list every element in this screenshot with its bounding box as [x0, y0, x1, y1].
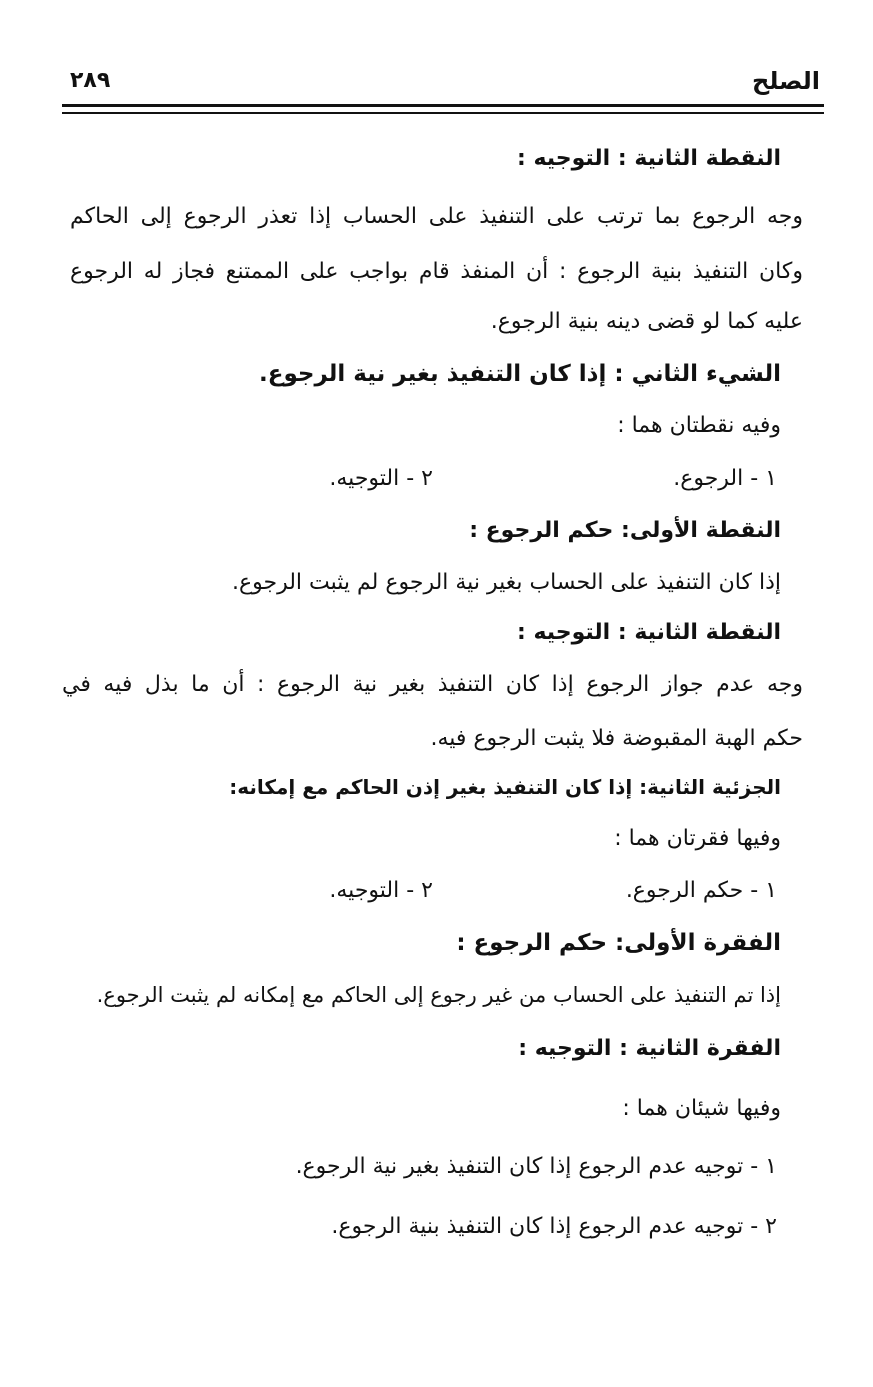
running-title: الصلح	[752, 67, 820, 95]
list-item: ١ - الرجوع.	[673, 466, 777, 491]
list-item: ٢ - التوجيه.	[329, 466, 433, 491]
list-item: ٢ - التوجيه.	[329, 878, 433, 903]
heading-point-two-directive: النقطة الثانية : التوجيه :	[517, 146, 781, 171]
heading-second-thing: الشيء الثاني : إذا كان التنفيذ بغير نية الرجوع.	[259, 361, 781, 387]
page-number: ٢٨٩	[70, 68, 111, 93]
list-item: ١ - توجيه عدم الرجوع إذا كان التنفيذ بغير نية الرجوع.	[295, 1154, 777, 1179]
paragraph-line: وجه عدم جواز الرجوع إذا كان التنفيذ بغير نية الرجوع : أن ما بذل فيه في	[62, 672, 803, 697]
list-item: ١ - حكم الرجوع.	[625, 878, 777, 903]
header-rule-thick	[62, 104, 824, 107]
paragraph-line: حكم الهبة المقبوضة فلا يثبت الرجوع فيه.	[430, 726, 803, 751]
paragraph-line: وجه الرجوع بما ترتب على التنفيذ على الحساب إذا تعذر الرجوع إلى الحاكم	[70, 204, 803, 229]
paragraph-line: إذا كان التنفيذ على الحساب بغير نية الرجوع لم يثبت الرجوع.	[231, 570, 781, 595]
header-rule-thin	[62, 112, 824, 114]
paragraph-line: وكان التنفيذ بنية الرجوع : أن المنفذ قام بواجب على الممتنع فجاز له الرجوع	[70, 259, 803, 284]
paragraph-line: وفيها فقرتان هما :	[614, 826, 781, 851]
paragraph-line: إذا تم التنفيذ على الحساب من غير رجوع إلى الحاكم مع إمكانه لم يثبت الرجوع.	[96, 983, 781, 1007]
heading-point-one-ruling: النقطة الأولى: حكم الرجوع :	[469, 518, 781, 543]
heading-point-two-directive: النقطة الثانية : التوجيه :	[517, 620, 781, 645]
paragraph-line: وفيها شيئان هما :	[622, 1096, 781, 1121]
paragraph-line: وفيه نقطتان هما :	[617, 413, 781, 438]
page-header	[62, 64, 824, 102]
heading-paragraph-two-directive: الفقرة الثانية : التوجيه :	[518, 1036, 781, 1061]
paragraph-line: عليه كما لو قضى دينه بنية الرجوع.	[490, 309, 803, 334]
heading-second-part: الجزئية الثانية: إذا كان التنفيذ بغير إذن الحاكم مع إمكانه:	[229, 775, 781, 799]
heading-paragraph-one-ruling: الفقرة الأولى: حكم الرجوع :	[456, 930, 781, 956]
list-item: ٢ - توجيه عدم الرجوع إذا كان التنفيذ بنية الرجوع.	[331, 1214, 777, 1239]
